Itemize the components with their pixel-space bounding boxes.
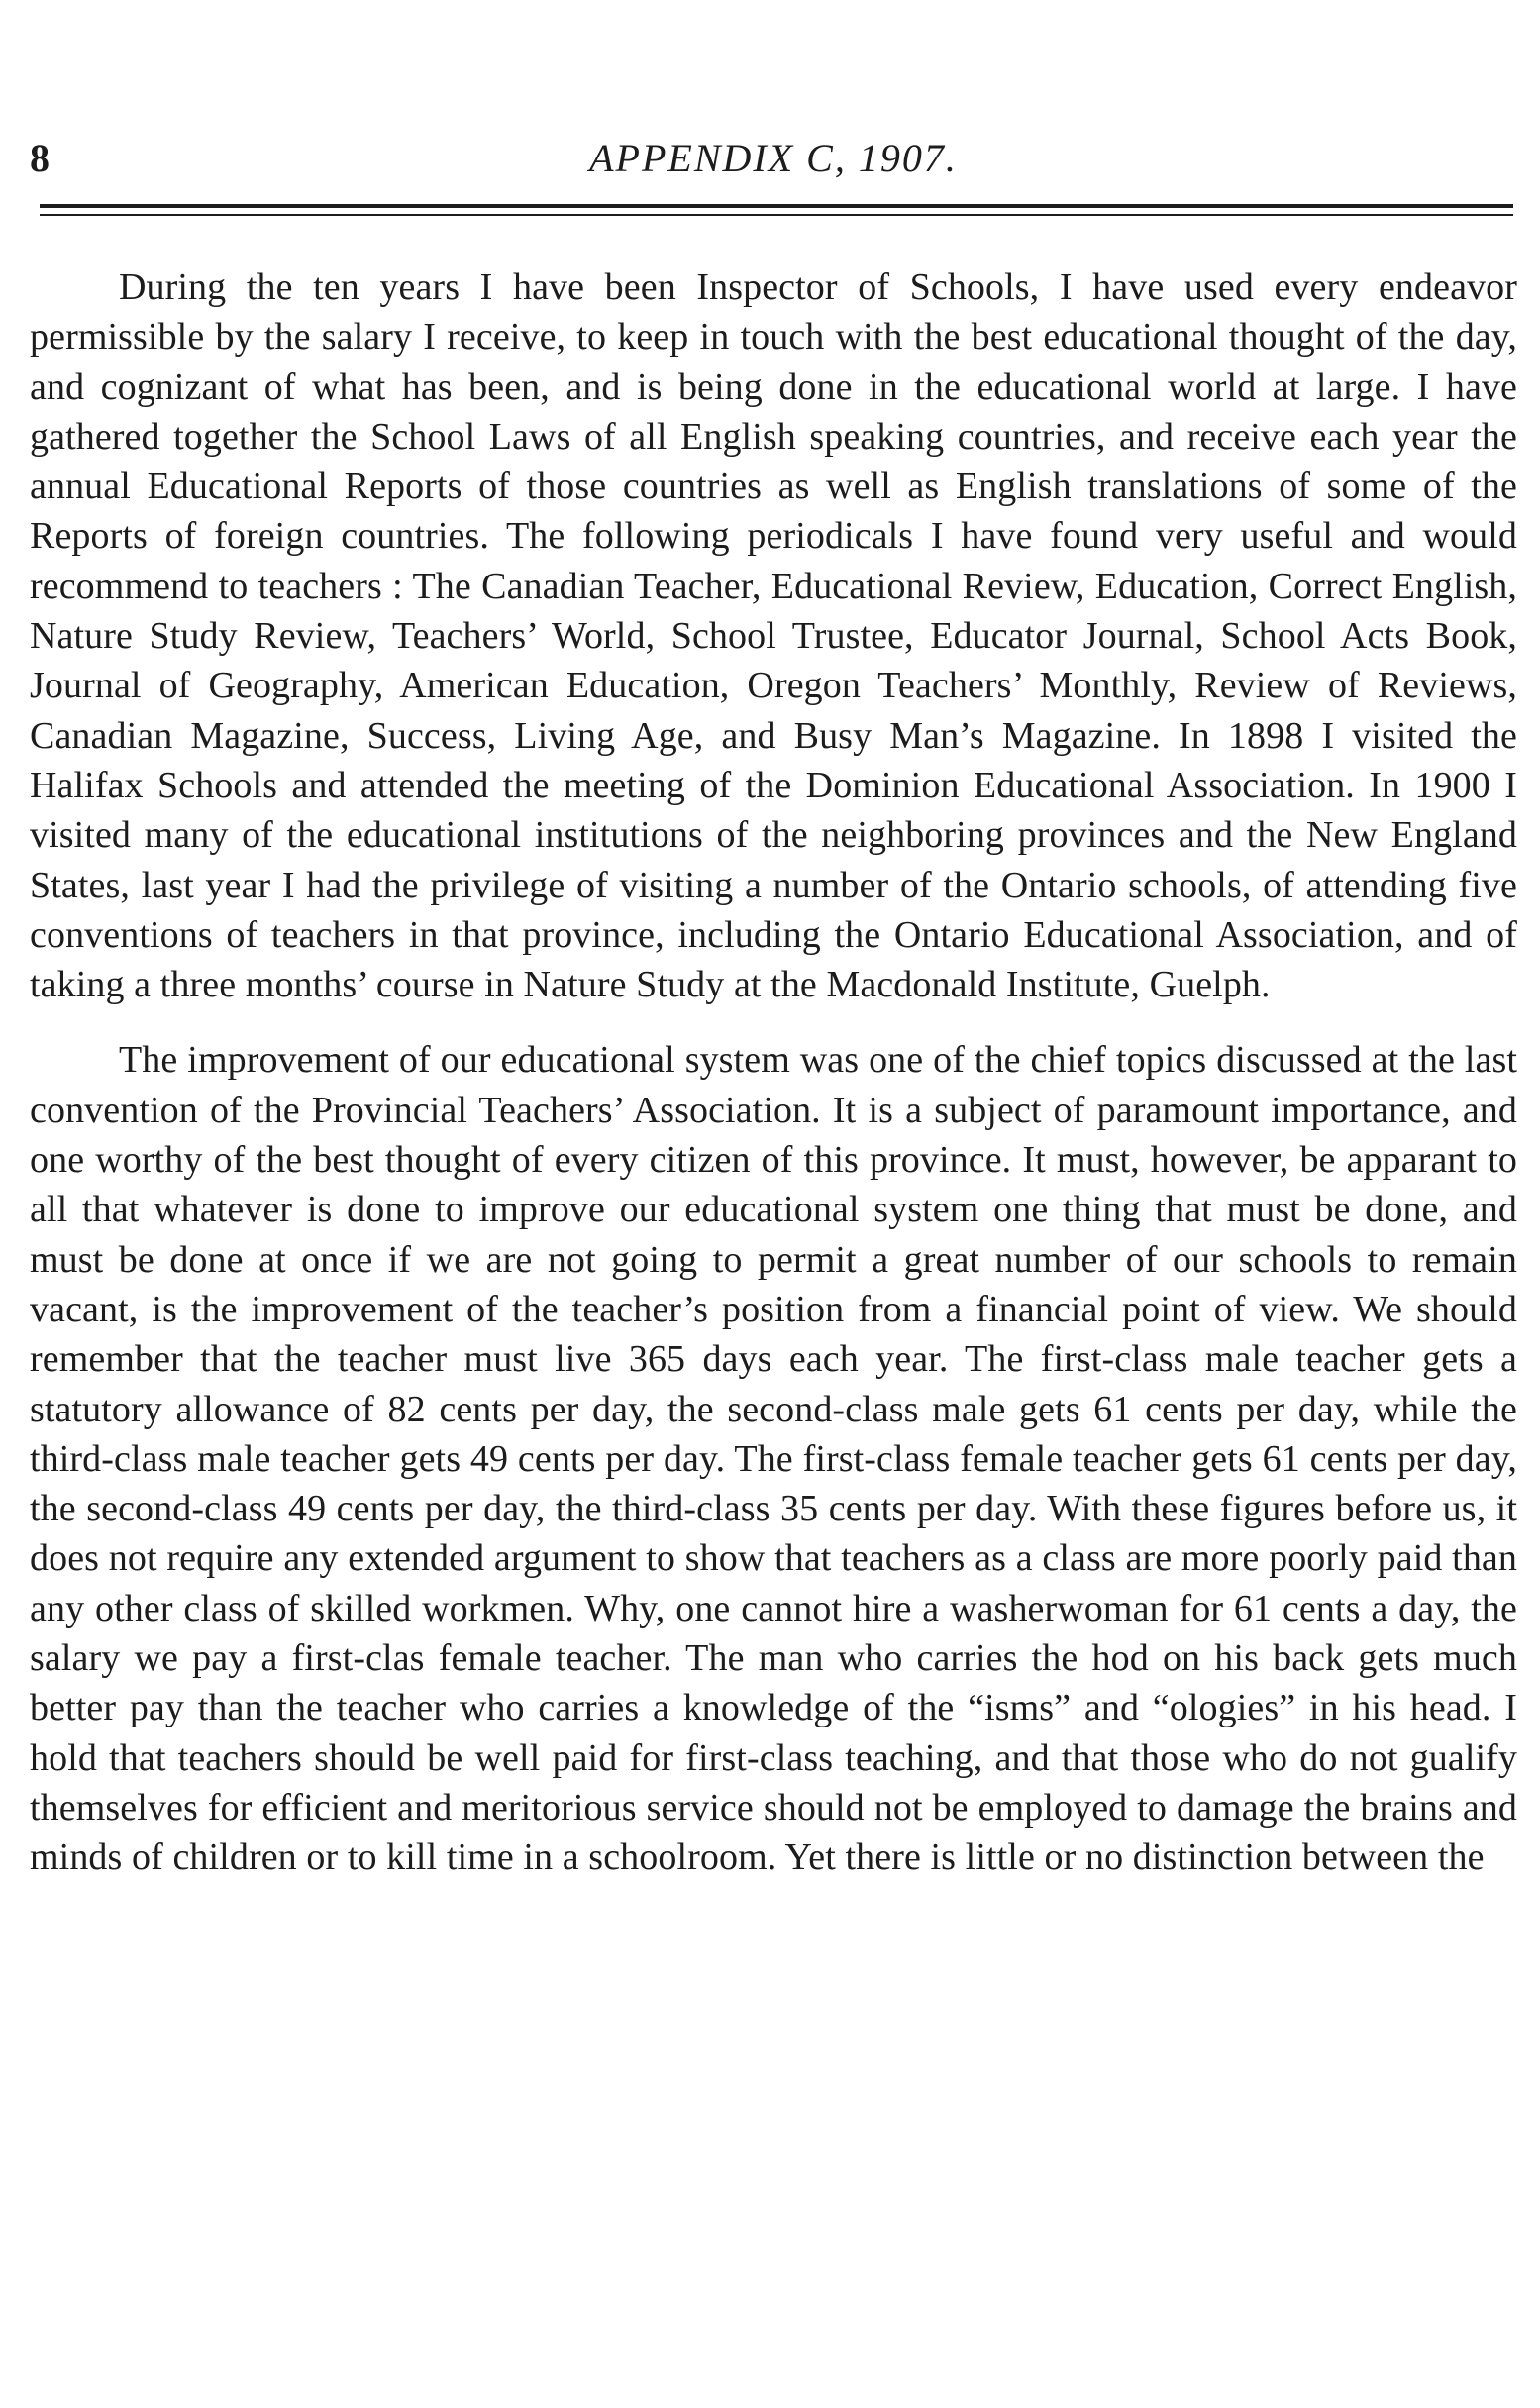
page-number: 8 [30, 136, 50, 180]
document-page [30, 0, 1517, 2408]
header-rule-thick [40, 204, 1513, 208]
page-title: APPENDIX C, 1907. [589, 136, 958, 180]
header-rule-thin [40, 214, 1513, 216]
running-head [30, 133, 1517, 184]
paragraph-inspector-activities: During the ten years I have been Inspector of Schools, I have used every endeavor permissible by the salary I receive, to keep in touch with the best educational thought of the day, and cognizant of what has been, and is being done in the educational world at large. I have gathered together the School Laws of all English speaking countries, and receive each year the annual Educational Reports of those countries as well as English translations of some of the Reports of foreign countries. The following periodicals I have found very useful and would recommend to teachers : The Canadian Teacher, Educational Review, Education, Correct English, Nature Study Review, Teachers’ World, School Trustee, Educator Journal, School Acts Book, Journal of Geography, American Education, Oregon Teachers’ Monthly, Review of Reviews, Canadian Magazine, Success, Living Age, and Busy Man’s Magazine. In 1898 I visited the Halifax Schools and attended the meeting of the Dominion Educational Association. In 1900 I visited many of the educational institutions of the neighboring provinces and the New England States, last year I had the privilege of visiting a number of the Ontario schools, of attending five conventions of teachers in that province, including the Ontario Educational Association, and of taking a three months’ course in Nature Study at the Macdonald Institute, Guelph. [30, 266, 1517, 1006]
paragraph-teacher-salaries: The improvement of our educational system was one of the chief topics discussed at the last convention of the Provincial Teachers’ Association. It is a subject of paramount importance, and one worthy of the best thought of every citizen of this province. It must, however, be apparant to all that whatever is done to improve our educational system one thing that must be done, and must be done at once if we are not going to permit a great number of our schools to remain vacant, is the improvement of the teacher’s position from a financial point of view. We should remember that the teacher must live 365 days each year. The first-class male teacher gets a statutory allowance of 82 cents per day, the second-class male gets 61 cents per day, while the third-class male teacher gets 49 cents per day. The first-class female teacher gets 61 cents per day, the second-class 49 cents per day, the third-class 35 cents per day. With these figures before us, it does not require any extended argument to show that teachers as a class are more poorly paid than any other class of skilled workmen. Why, one cannot hire a washerwoman for 61 cents a day, the salary we pay a first-clas female teacher. The man who carries the hod on his back gets much better pay than the teacher who carries a knowledge of the “isms” and “ologies” in his head. I hold that teachers should be well paid for first-class teaching, and that those who do not gualify themselves for efficient and meritorious service should not be employed to damage the brains and minds of children or to kill time in a schoolroom. Yet there is little or no distinction between the [30, 1039, 1517, 1879]
body-text [30, 262, 1517, 1883]
